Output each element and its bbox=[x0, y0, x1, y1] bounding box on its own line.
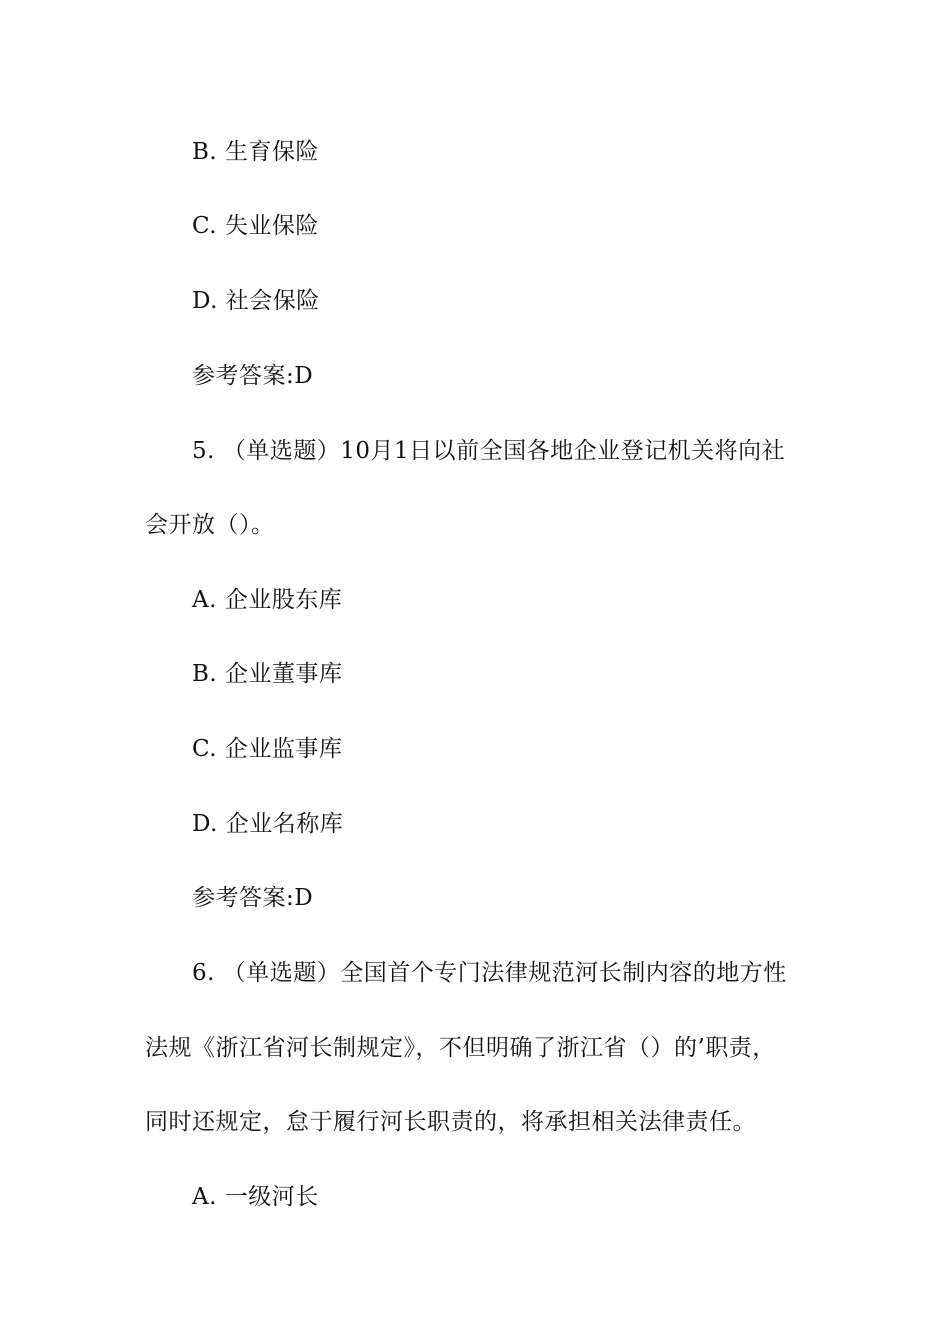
q5-stem-line-1: 5. （单选题）10月1日以前全国各地企业登记机关将向社 bbox=[192, 438, 786, 464]
q6-stem-line-2: 法规《浙江省河长制规定》，不但明确了浙江省（）的’职责， bbox=[145, 1035, 776, 1061]
q4-option-d: D. 社会保险 bbox=[192, 288, 320, 314]
q5-stem-line-2: 会开放（）。 bbox=[145, 512, 275, 538]
q5-option-a: A. 企业股东库 bbox=[192, 587, 343, 613]
q5-answer: 参考答案:D bbox=[192, 885, 314, 911]
q5-option-d: D. 企业名称库 bbox=[192, 811, 344, 837]
q4-answer: 参考答案:D bbox=[192, 363, 314, 389]
q6-stem-line-1: 6. （单选题）全国首个专门法律规范河长制内容的地方性 bbox=[192, 960, 787, 986]
q5-option-b: B. 企业董事库 bbox=[192, 661, 343, 687]
q5-option-c: C. 企业监事库 bbox=[192, 736, 343, 762]
q6-stem-line-3: 同时还规定，怠于履行河长职责的，将承担相关法律责任。 bbox=[145, 1109, 756, 1135]
q4-option-b: B. 生育保险 bbox=[192, 139, 320, 165]
q4-option-c: C. 失业保险 bbox=[192, 213, 319, 239]
q6-option-a: A. 一级河长 bbox=[192, 1184, 319, 1210]
